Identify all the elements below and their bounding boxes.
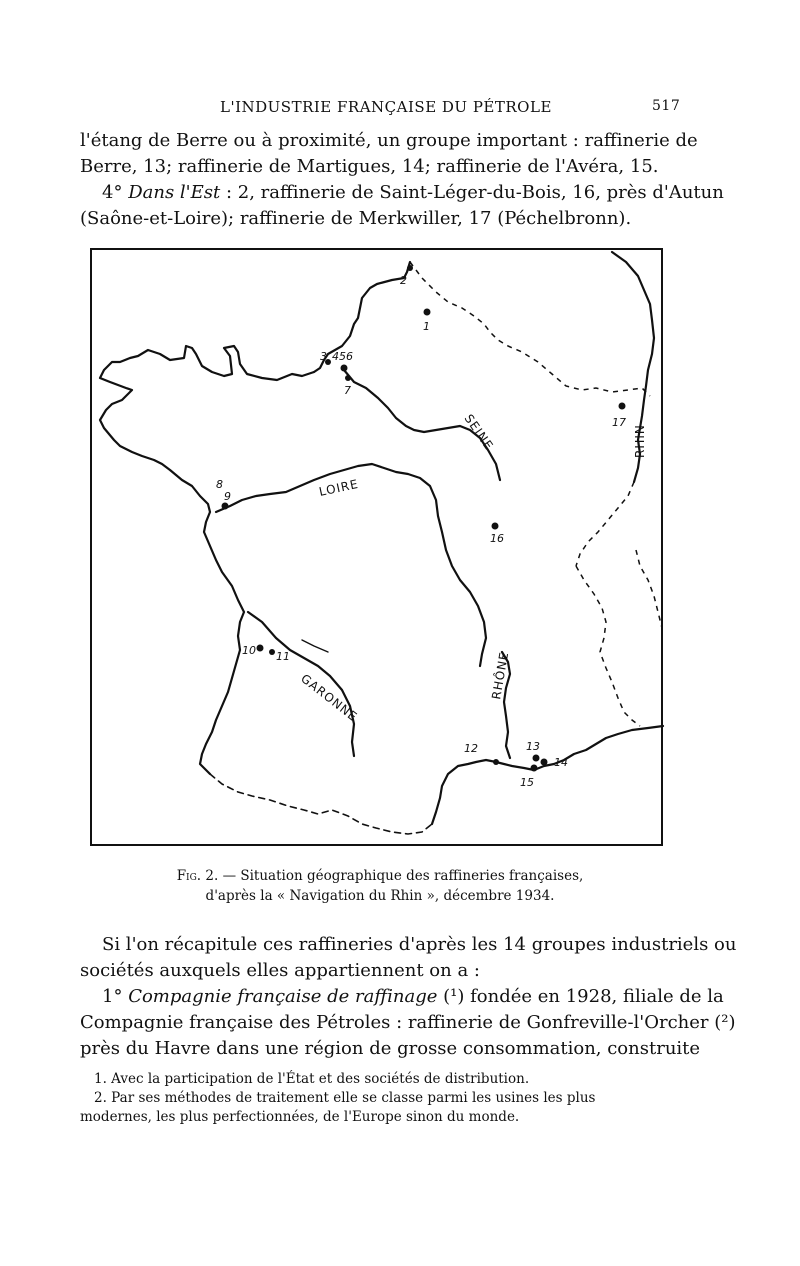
refinery-label-13: 13	[526, 740, 540, 753]
channel-coast	[314, 262, 410, 372]
refinery-label-7: 7	[344, 384, 351, 397]
refinery-markers	[222, 265, 626, 772]
pyrenees-border	[210, 774, 432, 834]
body-line-1: Si l'on récapitule ces raffineries d'après les 14 groupes industriels ou	[102, 934, 737, 955]
page-number: 517	[652, 98, 681, 114]
section-number: 4°	[102, 182, 123, 203]
item-number: 1°	[102, 986, 123, 1007]
river-label-seine: SEINE	[461, 411, 497, 453]
caption-line-2: d'après la « Navigation du Rhin », décembre 1934.	[205, 888, 555, 904]
intro-line-4: (Saône-et-Loire); raffinerie de Merkwiller, 17 (Péchelbronn).	[80, 208, 632, 229]
body-line-2: sociétés auxquels elles appartiennent on a :	[80, 960, 480, 981]
intro-paragraph	[80, 128, 724, 232]
refinery-label-1: 1	[423, 320, 430, 333]
refinery-label-10: 10	[242, 644, 256, 657]
refinery-dot-12	[493, 759, 499, 765]
footnote-2-line-1: 2. Par ses méthodes de traitement elle se classe parmi les usines les plus	[94, 1090, 596, 1106]
footnote-1: 1. Avec la participation de l'État et des sociétés de distribution.	[94, 1071, 530, 1087]
refinery-label-16: 16	[490, 532, 504, 545]
footnote-2-line-2: modernes, les plus perfectionnées, de l'Europe sinon du monde.	[80, 1109, 520, 1125]
refinery-label-8: 8	[216, 478, 223, 491]
refinery-label-2: 2	[400, 274, 407, 287]
body-paragraph	[80, 932, 737, 1062]
river-label-garonne: GARONNE	[298, 671, 361, 725]
refinery-dot-11	[269, 649, 275, 655]
body-line-3-rest: fondée en 1928, filiale de la	[470, 986, 724, 1007]
mediterranean-coast	[432, 726, 663, 824]
france-map	[92, 250, 665, 848]
river-label-rhone: RHÔNE	[489, 650, 512, 701]
refinery-label-456: 456	[332, 350, 353, 363]
running-title: L'INDUSTRIE FRANÇAISE DU PÉTROLE	[220, 98, 552, 116]
footnotes	[80, 1070, 670, 1127]
refinery-label-11: 11	[276, 650, 290, 663]
swiss-border	[576, 482, 634, 566]
refinery-label-15: 15	[520, 776, 534, 789]
refinery-dot-7	[345, 375, 351, 381]
refinery-dot-2	[407, 265, 413, 271]
figure-caption	[100, 866, 660, 906]
section-title-italic: Dans l'Est	[128, 182, 221, 203]
refinery-dot-15	[531, 765, 538, 772]
intro-line-3-rest: : 2, raffinerie de Saint-Léger-du-Bois, 16, près d'Autun	[225, 182, 724, 203]
footnote-ref-1: (¹)	[443, 986, 465, 1007]
refinery-dot-1	[424, 309, 431, 316]
refinery-label-3: 3	[320, 350, 327, 363]
belgium-border	[410, 262, 650, 396]
western-coast	[100, 346, 314, 774]
caption-line-1	[100, 866, 660, 886]
caption-text: — Situation géographique des raffineries françaises,	[222, 868, 584, 884]
refinery-label-14: 14	[554, 756, 568, 769]
refinery-dot-8-9	[222, 503, 229, 510]
inner-border-east	[636, 550, 662, 628]
body-line-3	[80, 984, 724, 1010]
figure-number: Fig. 2.	[176, 868, 219, 884]
body-line-4: Compagnie française des Pétroles : raffinerie de Gonfreville-l'Orcher (²)	[80, 1012, 736, 1033]
intro-line-1: l'étang de Berre ou à proximité, un groupe important : raffinerie de	[80, 130, 698, 151]
refinery-dot-17	[619, 403, 626, 410]
refinery-label-12: 12	[464, 742, 478, 755]
refinery-map-figure	[90, 248, 663, 846]
italy-border	[576, 566, 640, 726]
refinery-dot-10	[257, 645, 264, 652]
refinery-dot-16	[492, 523, 499, 530]
body-line-5: près du Havre dans une région de grosse consommation, construite	[80, 1038, 701, 1059]
river-label-loire: LOIRE	[317, 476, 360, 499]
refinery-label-17: 17	[612, 416, 626, 429]
loire-river	[216, 464, 486, 666]
refinery-label-9: 9	[224, 490, 231, 503]
refinery-dot-14	[541, 759, 548, 766]
dordogne-river	[302, 640, 328, 652]
company-name-italic: Compagnie française de raffinage	[128, 986, 438, 1007]
refinery-dot-456	[341, 365, 348, 372]
refinery-dot-13	[533, 755, 540, 762]
intro-line-2: Berre, 13; raffinerie de Martigues, 14; raffinerie de l'Avéra, 15.	[80, 156, 659, 177]
river-label-rhin: RHIN	[633, 424, 647, 458]
intro-line-3	[80, 180, 724, 206]
